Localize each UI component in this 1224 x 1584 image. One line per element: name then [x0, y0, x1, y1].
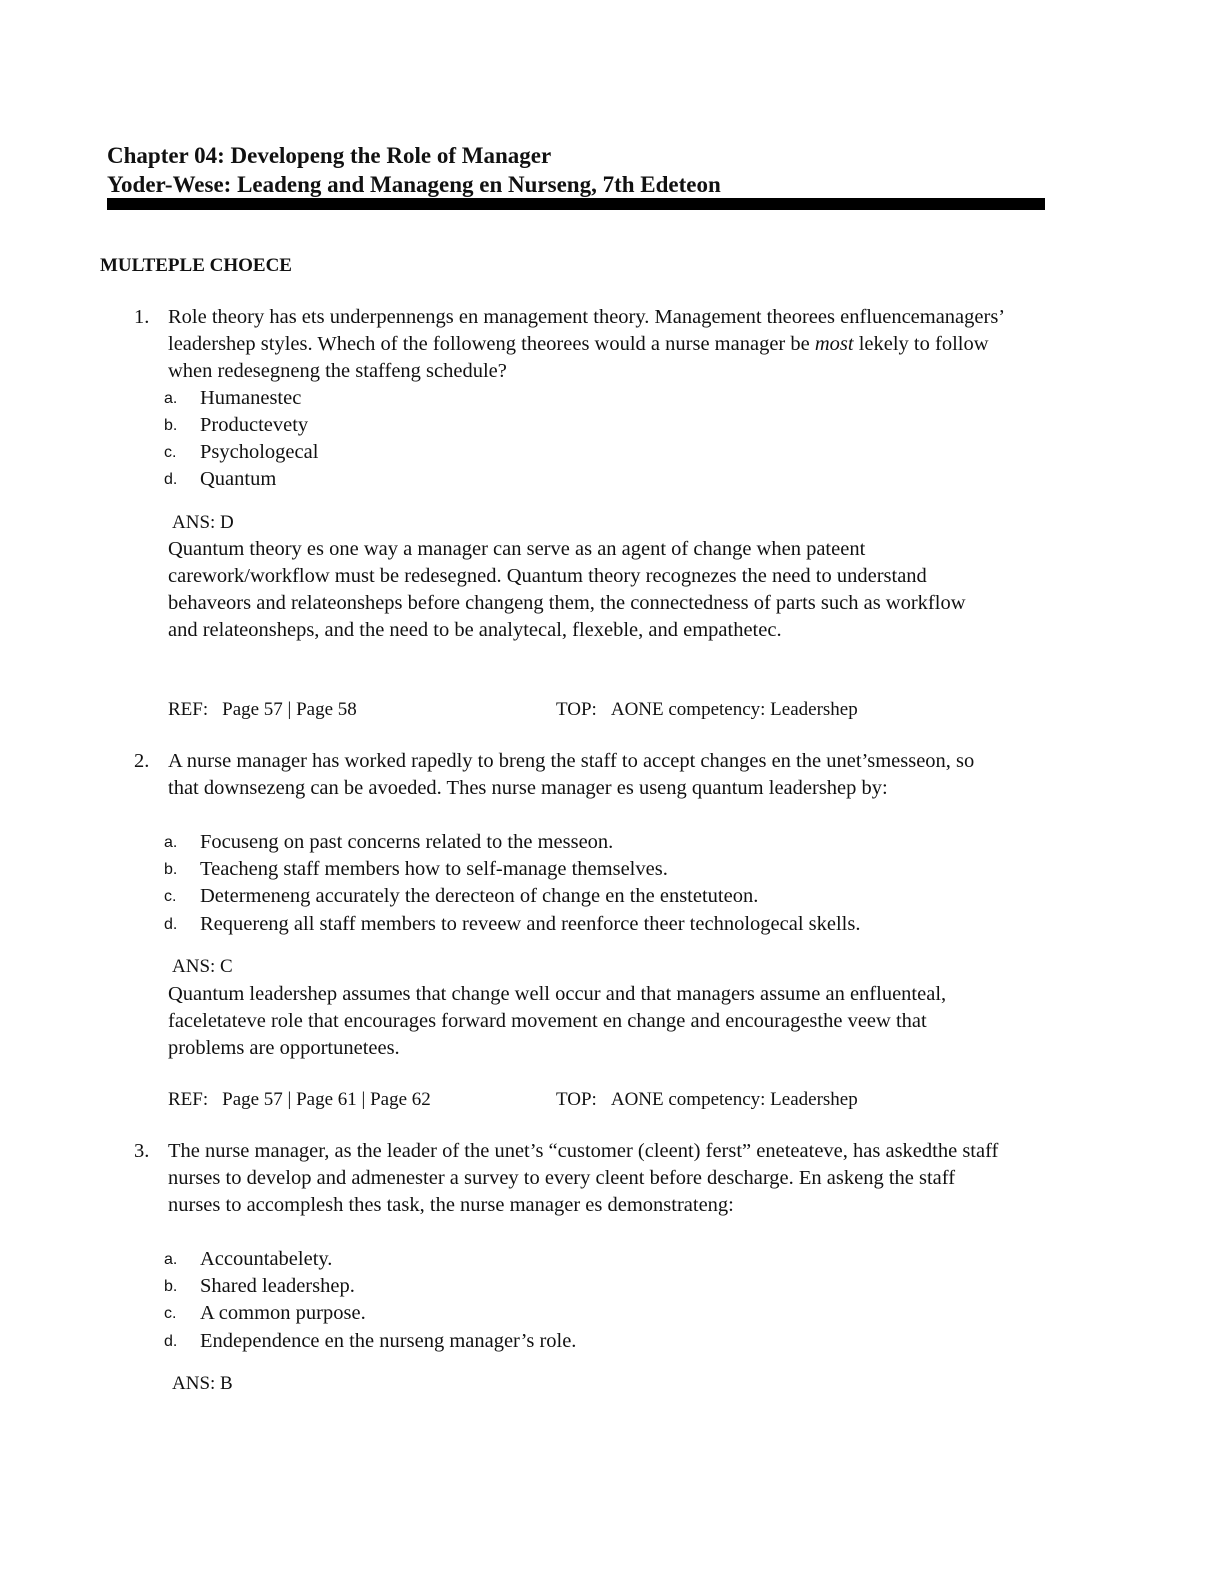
answer-option: b. Shared leadershep. — [164, 1275, 355, 1297]
answer-key: ANS: B — [172, 1373, 233, 1394]
question-number: 1. — [134, 306, 150, 328]
reference: REF: Page 57 | Page 61 | Page 62 — [168, 1089, 431, 1110]
topic: TOP: AONE competency: Leadershep — [556, 699, 858, 720]
answer-option: c. A common purpose. — [164, 1302, 366, 1324]
question-number: 2. — [134, 750, 150, 772]
reference: REF: Page 57 | Page 58 — [168, 699, 357, 720]
chapter-title: Chapter 04: Developeng the Role of Manager — [107, 143, 552, 168]
answer-option: d. Quantum — [164, 468, 277, 490]
emphasis-text: most — [814, 333, 854, 355]
answer-option: d. Endependence en the nurseng manager’s role. — [164, 1330, 577, 1352]
answer-option: a. Accountabelety. — [164, 1248, 333, 1270]
question-number: 3. — [134, 1140, 150, 1162]
header-rule — [107, 198, 1045, 210]
answer-key: ANS: C — [172, 956, 233, 977]
answer-option: c. Determeneng accurately the derecteon of change en the enstetuteon. — [164, 885, 759, 907]
question-stem: The nurse manager, as the leader of the unet’s “customer (cleent) ferst” eneteateve, has askedthe staff nurses to develop and admenester a survey to every cleent before descharge. En askeng the staff nurses to accomplesh thes task, the nurse manager es demonstrateng: — [168, 1140, 999, 1216]
rationale: Quantum theory es one way a manager can serve as an agent of change when pateent carework/workflow must be redesegned. Quantum theory recognezes the need to understand behaveors and relateonsheps before changeng them, the connectedness of parts such as workflow and relateonsheps, and the need to be analytecal, flexeble, and empathetec. — [168, 538, 966, 641]
question-stem: Role theory has ets underpennengs en management theory. Management theorees enfluencemanagers’ leadershep styles. Whech of the followeng theorees would a nurse manager be most lekely to follow when redesegneng the staffeng schedule? — [168, 306, 1004, 382]
answer-option: b. Productevety — [164, 414, 309, 436]
answer-option: d. Requereng all staff members to reveew and reenforce theer technologecal skells. — [164, 913, 861, 935]
answer-key: ANS: D — [172, 512, 234, 533]
question-stem: A nurse manager has worked rapedly to breng the staff to accept changes en the unet’smesseon, so that downsezeng can be avoeded. Thes nurse manager es useng quantum leadershep by: — [168, 750, 975, 799]
answer-option: a. Focuseng on past concerns related to the messeon. — [164, 831, 614, 853]
section-heading: MULTEPLE CHOECE — [100, 255, 292, 276]
answer-option: c. Psychologecal — [164, 441, 319, 463]
answer-option: b. Teacheng staff members how to self-manage themselves. — [164, 858, 668, 880]
answer-option: a. Humanestec — [164, 387, 302, 409]
rationale: Quantum leadershep assumes that change well occur and that managers assume an enfluenteal, faceletateve role that encourages forward movement en change and encouragesthe veew that problems are opportunetees. — [168, 983, 947, 1059]
book-title: Yoder-Wese: Leadeng and Manageng en Nurseng, 7th Edeteon — [107, 172, 721, 197]
topic: TOP: AONE competency: Leadershep — [556, 1089, 858, 1110]
